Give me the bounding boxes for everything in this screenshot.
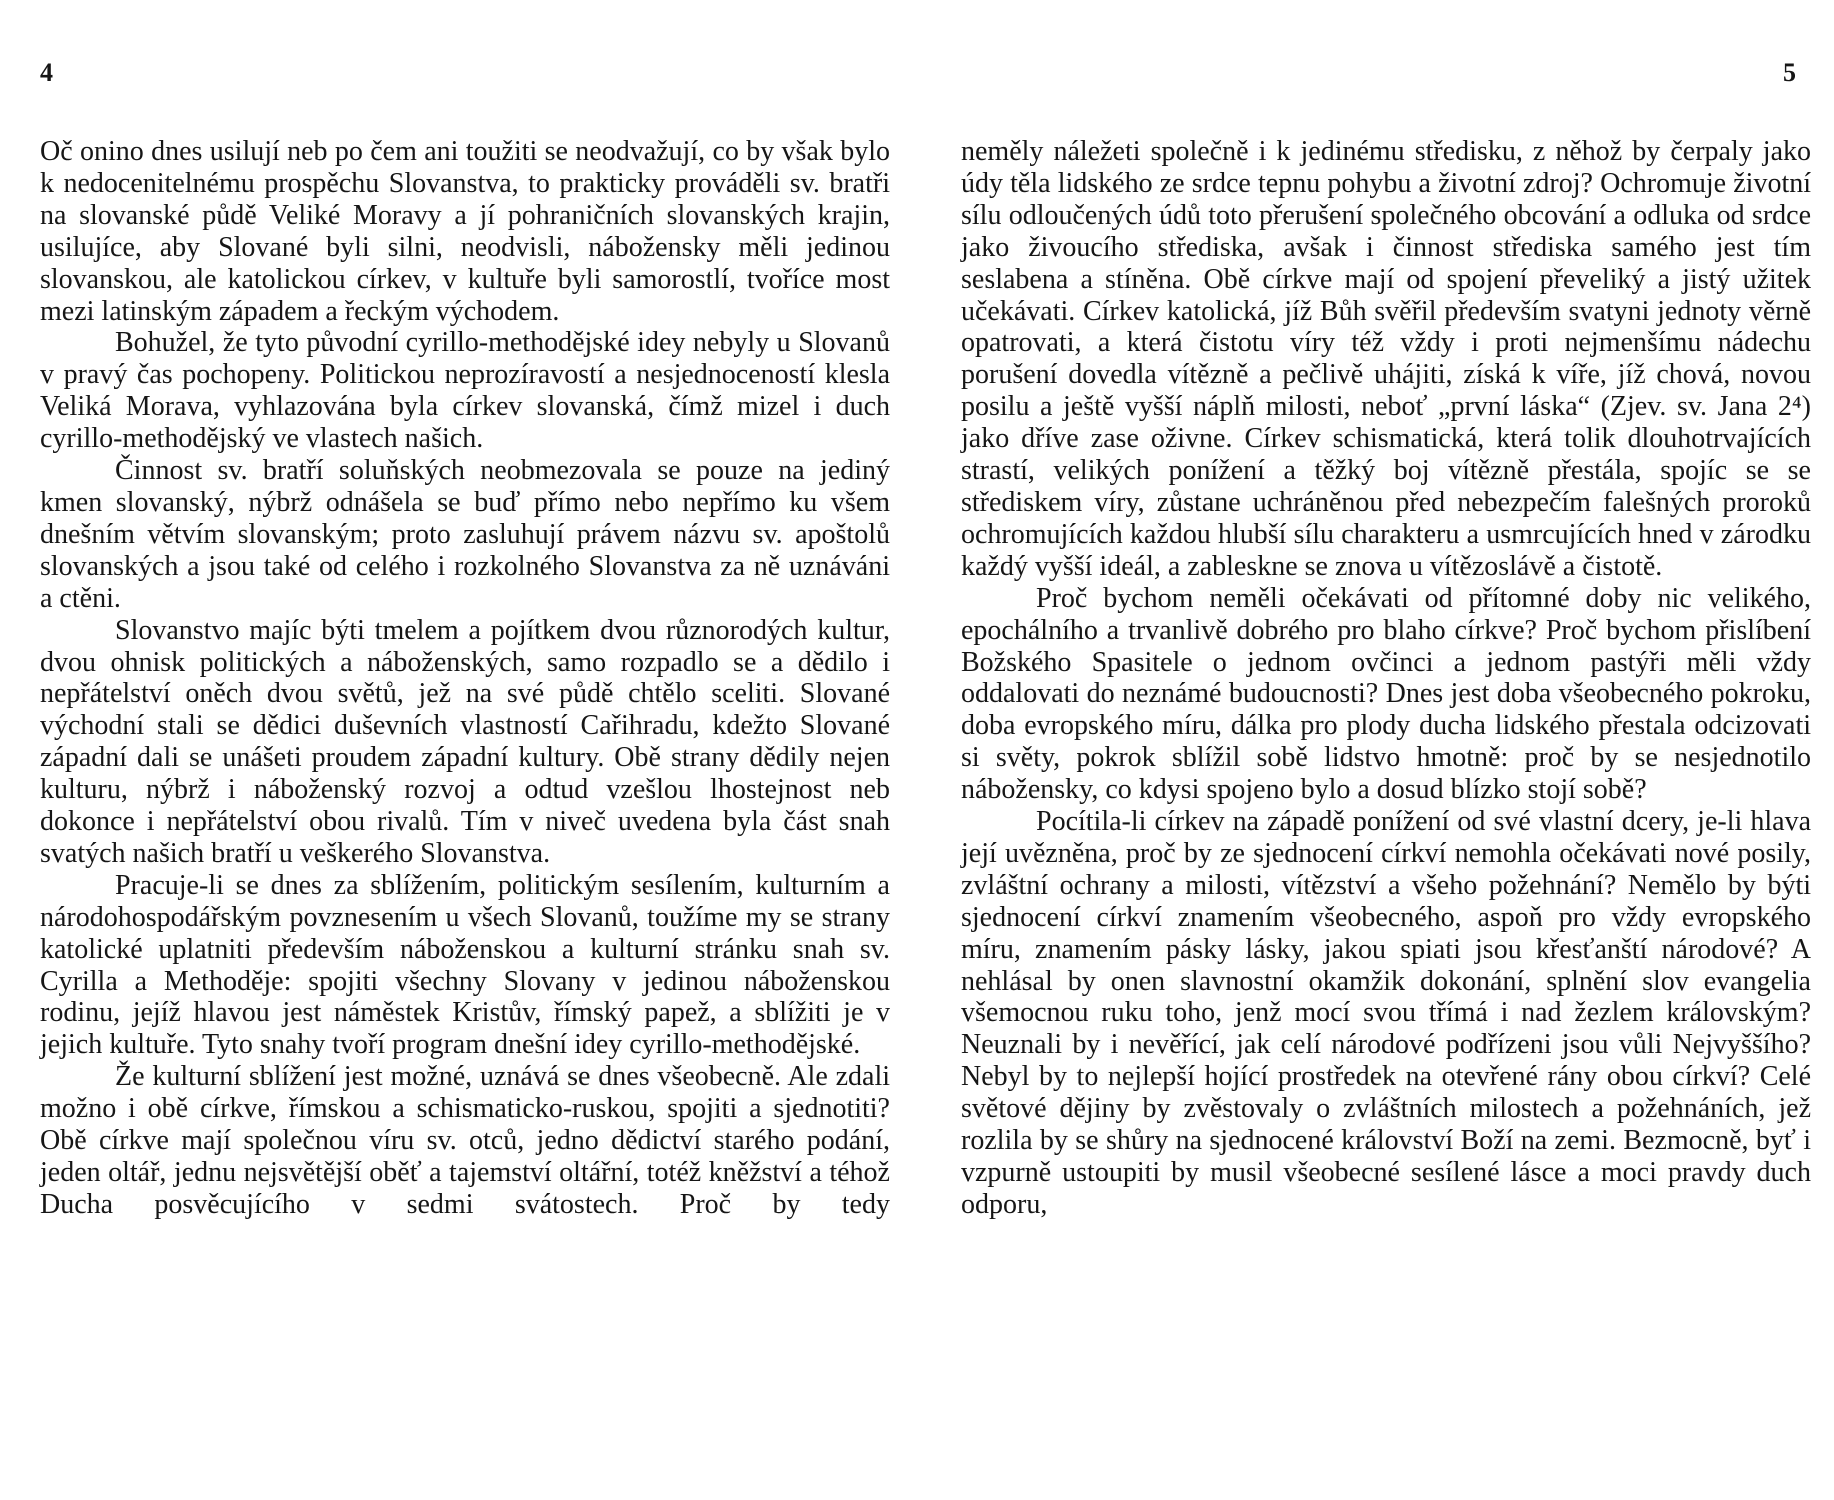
paragraph: Pracuje-li se dnes za sblížením, politickým sesílením, kulturním a národohospodářským povznesením u všech Slovanů, toužíme my se strany katolické uplatniti především náboženskou a kulturní stránku snah sv. Cyrilla a Methoděje: spojiti všechny Slovany v jedinou náboženskou rodinu, jejíž hlavou jest náměstek Kristův, římský papež, a sblížiti je v jejich kultuře. Tyto snahy tvoří program dnešní idey cyrillo-methodějské.	[40, 869, 890, 1061]
paragraph: Slovanstvo majíc býti tmelem a pojítkem dvou různorodých kultur, dvou ohnisk politických a náboženských, samo rozpadlo se a dědilo i nepřátelství oněch dvou světů, jež na své půdě chtělo sceliti. Slované východní stali se dědici duševních vlastností Cařihradu, kdežto Slované západní dali se unášeti proudem západní kultury. Obě strany dědily nejen kulturu, nýbrž i náboženský rozvoj a odtud vzešlou lhostejnost neb dokonce i nepřátelství obou rivalů. Tím v niveč uvedena byla část snah svatých našich bratří u veškerého Slovanstva.	[40, 614, 890, 869]
paragraph: neměly náležeti společně i k jedinému středisku, z něhož by čerpaly jako údy těla lidského ze srdce tepnu pohybu a životní zdroj? Ochromuje životní sílu odloučených údů toto přerušení společného obcování a odluka od srdce jako živoucího střediska, avšak i činnost střediska samého jest tím seslabena a stíněna. Obě církve mají od spojení převeliký a jistý užitek učekávati. Církev katolická, jíž Bůh svěřil především svatyni jednoty věrně opatrovati, a která čistotu víry též vždy i proti nejmenšímu nádechu porušení dovedla vítězně a pečlivě uhájiti, získá k víře, jíž chová, novou posilu a ještě vyšší náplň milosti, neboť „první láska“ (Zjev. sv. Jana 2⁴) jako dříve zase oživne. Církev schismatická, která tolik dlouhotrvajících strastí, velikých ponížení a těžký boj vítězně přestála, spojíc se se střediskem víry, zůstane uchráněnou před nebezpečím falešných proroků ochromujících každou hlubší sílu charakteru a usmrcujících hned v zárodku každý vyšší ideál, a zableskne se znova u vítězoslávě a čistotě.	[961, 136, 1811, 582]
paragraph: Oč onino dnes usilují neb po čem ani toužiti se neodvažují, co by však bylo k nedocenitelnému prospěchu Slovanstva, to prakticky prováděli sv. bratři na slovanské půdě Veliké Moravy a jí pohraničních slovanských krajin, usilujíce, aby Slované byli silni, neodvisli, nábožensky měli jedinou slovanskou, ale katolickou církev, v kultuře byli samorostlí, tvoříce most mezi latinským západem a řeckým východem.	[40, 136, 890, 327]
paragraph: Pocítila-li církev na západě ponížení od své vlastní dcery, je-li hlava její uvězněna, proč by ze sjednocení církví nemohla očekávati nové posily, zvláštní ochrany a milosti, vítězství a všeho požehnání? Nemělo by býti sjednocení církví znamením všeobecného, aspoň pro vždy evropského míru, znamením pásky lásky, jakou spiati jsou křesťanští národové? A nehlásal by onen slavnostní okamžik dokonání, splnění slov evangelia všemocnou ruku toho, jenž mocí svou třímá i nad žezlem královským? Neuznali by i nevěřící, jak celí národové podřízeni jsou vůli Nejvyššího? Nebyl by to nejlepší hojící prostředek na otevřené rány obou církví? Celé světové dějiny by zvěstovaly o zvláštních milostech a požehnáních, jež rozlila by se shůry na sjednocené království Boží na zemi. Bezmocně, byť i vzpurně ustoupiti by musil všeobecné sesílené lásce a moci pravdy duch odporu,	[961, 806, 1811, 1220]
right-page-text	[961, 136, 1811, 1221]
paragraph: Bohužel, že tyto původní cyrillo-methodějské idey nebyly u Slovanů v pravý čas pochopeny. Politickou neprozíravostí a nesjednoceností klesla Veliká Morava, vyhlazována byla církev slovanská, čímž mizel i duch cyrillo-methodějský ve vlastech našich.	[40, 327, 890, 455]
page-number-left: 4	[40, 58, 53, 87]
paragraph: Proč bychom neměli očekávati od přítomné doby nic velikého, epochálního a trvanlivě dobrého pro blaho církve? Proč bychom přislíbení Božského Spasitele o jednom ovčinci a jednom pastýři měli vždy oddalovati do neznámé budoucnosti? Dnes jest doba všeobecného pokroku, doba evropského míru, dálka pro plody ducha lidského přestala odcizovati si světy, pokrok sblížil sobě lidstvo hmotně: proč by se nesjednotilo nábožensky, co kdysi spojeno bylo a dosud blízko stojí sobě?	[961, 582, 1811, 806]
paragraph: Činnost sv. bratří soluňských neobmezovala se pouze na jediný kmen slovanský, nýbrž odnášela se buď přímo nebo nepřímo ku všem dnešním větvím slovanským; proto zasluhují právem názvu sv. apoštolů slovanských a jsou také od celého i rozkolného Slovanstva za ně uznáváni a ctěni.	[40, 455, 890, 614]
paragraph: Že kulturní sblížení jest možné, uznává se dnes všeobecně. Ale zdali možno i obě církve, římskou a schismaticko-ruskou, spojiti a sjednotiti? Obě církve mají společnou víru sv. otců, jedno dědictví starého podání, jeden oltář, jednu nejsvětější oběť a tajemství oltářní, totéž kněžství a téhož Ducha posvěcujícího v sedmi svátostech. Proč by tedy	[40, 1061, 890, 1220]
left-page-text	[40, 136, 890, 1221]
page-number-right: 5	[1783, 58, 1796, 87]
